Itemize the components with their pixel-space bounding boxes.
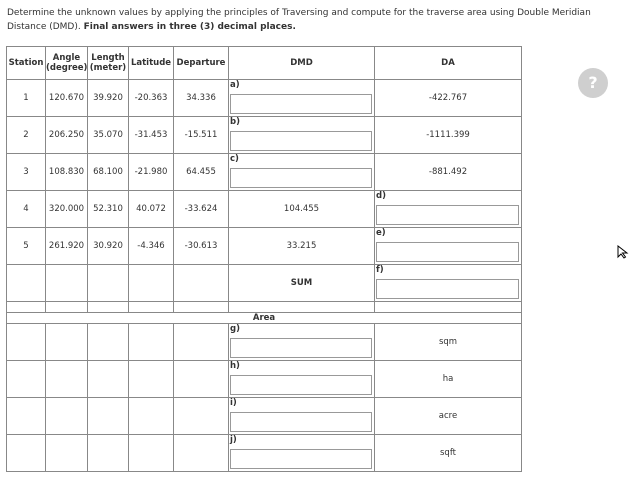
cell-departure: 64.455 xyxy=(174,154,229,191)
mouse-cursor-icon xyxy=(617,245,629,259)
area-row xyxy=(7,435,522,472)
area-unit: sqm xyxy=(375,324,522,361)
answer-letter-b: b) xyxy=(230,117,240,127)
answer-input-c[interactable] xyxy=(230,168,372,188)
answer-letter-d: d) xyxy=(376,191,386,201)
traverse-table xyxy=(6,46,522,472)
cell-length: 68.100 xyxy=(88,154,129,191)
table-row xyxy=(7,191,522,228)
cell-dmd: 33.215 xyxy=(229,228,375,265)
area-header-row xyxy=(7,313,522,324)
cell-station: 4 xyxy=(7,191,46,228)
header-latitude: Latitude xyxy=(129,47,174,80)
answer-letter-a: a) xyxy=(230,80,240,90)
header-departure: Departure xyxy=(174,47,229,80)
answer-letter-i: i) xyxy=(230,398,237,408)
cell-departure: -30.613 xyxy=(174,228,229,265)
header-row xyxy=(7,47,522,80)
help-icon[interactable]: ? xyxy=(578,68,608,98)
table-row xyxy=(7,228,522,265)
answer-letter-f: f) xyxy=(376,265,384,275)
cell-area-value xyxy=(229,324,375,361)
cell-latitude: -4.346 xyxy=(129,228,174,265)
cell-angle: 108.830 xyxy=(46,154,88,191)
cell-station: 2 xyxy=(7,117,46,154)
answer-input-g[interactable] xyxy=(230,338,372,358)
area-row xyxy=(7,398,522,435)
cell-length: 52.310 xyxy=(88,191,129,228)
answer-input-e[interactable] xyxy=(376,242,519,262)
cell-latitude: 40.072 xyxy=(129,191,174,228)
cell-da-sum xyxy=(375,265,522,302)
answer-letter-c: c) xyxy=(230,154,239,164)
cell-area-value xyxy=(229,435,375,472)
cell-da xyxy=(375,228,522,265)
instructions-text: Determine the unknown values by applying the principles of Traversing and compute for the traverse area using Double Meridian Distance (DMD). xyxy=(7,8,591,32)
cell-angle: 120.670 xyxy=(46,80,88,117)
sum-label: SUM xyxy=(229,265,375,302)
header-angle: Angle (degree) xyxy=(46,47,88,80)
cell-angle: 206.250 xyxy=(46,117,88,154)
cell-area-value xyxy=(229,398,375,435)
sum-row xyxy=(7,265,522,302)
header-dmd: DMD xyxy=(229,47,375,80)
answer-input-i[interactable] xyxy=(230,412,372,432)
cell-length: 35.070 xyxy=(88,117,129,154)
answer-letter-j: j) xyxy=(230,435,237,445)
cell-da: -881.492 xyxy=(375,154,522,191)
area-label: Area xyxy=(7,313,522,324)
cell-departure: 34.336 xyxy=(174,80,229,117)
answer-letter-e: e) xyxy=(376,228,386,238)
cell-length: 30.920 xyxy=(88,228,129,265)
cell-dmd xyxy=(229,154,375,191)
area-unit: ha xyxy=(375,361,522,398)
cell-dmd xyxy=(229,117,375,154)
cell-departure: -15.511 xyxy=(174,117,229,154)
instructions-bold: Final answers in three (3) decimal places. xyxy=(83,22,296,32)
area-unit: acre xyxy=(375,398,522,435)
cell-area-value xyxy=(229,361,375,398)
cell-da xyxy=(375,191,522,228)
area-unit: sqft xyxy=(375,435,522,472)
cell-da: -422.767 xyxy=(375,80,522,117)
answer-letter-g: g) xyxy=(230,324,240,334)
answer-input-b[interactable] xyxy=(230,131,372,151)
answer-input-f[interactable] xyxy=(376,279,519,299)
cell-station: 1 xyxy=(7,80,46,117)
cell-angle: 320.000 xyxy=(46,191,88,228)
cell-length: 39.920 xyxy=(88,80,129,117)
cell-station: 5 xyxy=(7,228,46,265)
cell-dmd: 104.455 xyxy=(229,191,375,228)
header-da: DA xyxy=(375,47,522,80)
spacer-row xyxy=(7,302,522,313)
cell-angle: 261.920 xyxy=(46,228,88,265)
table-row xyxy=(7,117,522,154)
header-station: Station xyxy=(7,47,46,80)
area-row xyxy=(7,324,522,361)
cell-dmd xyxy=(229,80,375,117)
header-length: Length (meter) xyxy=(88,47,129,80)
table-row xyxy=(7,80,522,117)
answer-input-h[interactable] xyxy=(230,375,372,395)
cell-da: -1111.399 xyxy=(375,117,522,154)
answer-input-j[interactable] xyxy=(230,449,372,469)
answer-letter-h: h) xyxy=(230,361,240,371)
answer-input-d[interactable] xyxy=(376,205,519,225)
cell-departure: -33.624 xyxy=(174,191,229,228)
cell-station: 3 xyxy=(7,154,46,191)
area-row xyxy=(7,361,522,398)
instructions xyxy=(7,6,632,34)
answer-input-a[interactable] xyxy=(230,94,372,114)
cell-latitude: -31.453 xyxy=(129,117,174,154)
table-row xyxy=(7,154,522,191)
cell-latitude: -21.980 xyxy=(129,154,174,191)
cell-latitude: -20.363 xyxy=(129,80,174,117)
